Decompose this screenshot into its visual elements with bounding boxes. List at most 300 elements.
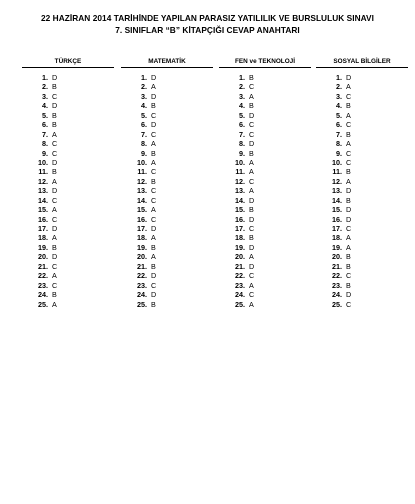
answer-row [316, 243, 408, 252]
question-number: 6. [239, 120, 245, 130]
answer-row [316, 233, 408, 242]
question-number: 21. [137, 261, 147, 271]
question-number: 18. [137, 233, 147, 243]
question-number: 25. [235, 299, 245, 309]
answer-letter: C [52, 214, 58, 224]
question-number: 12. [332, 176, 342, 186]
column-fen-ve-teknoloji [219, 57, 311, 309]
question-number: 1. [239, 73, 245, 82]
answer-row [219, 252, 311, 261]
answer-letter: D [151, 120, 157, 130]
answer-letter: A [249, 167, 254, 177]
answer-letter: D [52, 186, 58, 196]
answer-letter: B [151, 299, 156, 309]
answer-row [121, 167, 213, 176]
answer-list-matematik [121, 73, 213, 309]
answer-letter: B [249, 205, 254, 215]
answer-letter: B [52, 290, 57, 300]
question-number: 1. [141, 73, 147, 82]
answer-letter: D [249, 139, 255, 149]
answer-row [22, 82, 114, 91]
answer-row [316, 196, 408, 205]
question-number: 17. [38, 224, 48, 233]
question-number: 10. [137, 157, 147, 167]
answer-list-fen-ve-teknoloji [219, 73, 311, 309]
answer-row [22, 215, 114, 224]
question-number: 21. [38, 261, 48, 271]
answer-letter: A [151, 139, 156, 149]
answer-letter: C [52, 261, 58, 271]
answer-letter: A [249, 252, 254, 262]
answer-letter: B [151, 261, 156, 271]
answer-row [219, 139, 311, 148]
answer-row [121, 130, 213, 139]
question-number: 10. [38, 157, 48, 167]
answer-row [121, 139, 213, 148]
question-number: 18. [235, 233, 245, 243]
answer-letter: B [346, 167, 351, 177]
answer-row [316, 101, 408, 110]
answer-row [316, 262, 408, 271]
answer-row [219, 92, 311, 101]
question-number: 9. [42, 148, 48, 158]
answer-row [22, 186, 114, 195]
answer-row [22, 281, 114, 290]
answer-letter: D [52, 224, 58, 233]
answer-row [219, 177, 311, 186]
answer-letter: D [52, 73, 58, 82]
question-number: 23. [137, 280, 147, 290]
answer-letter: C [52, 195, 58, 205]
question-number: 8. [336, 139, 342, 149]
question-number: 1. [42, 73, 48, 82]
answer-row [219, 196, 311, 205]
question-number: 25. [332, 299, 342, 309]
question-number: 16. [137, 214, 147, 224]
answer-letter: C [249, 176, 255, 186]
answer-row [219, 167, 311, 176]
answer-row [22, 224, 114, 233]
answer-letter: C [52, 139, 58, 149]
question-number: 4. [42, 101, 48, 111]
answer-row [22, 158, 114, 167]
answer-row [121, 120, 213, 129]
question-number: 5. [336, 110, 342, 120]
answer-row [121, 177, 213, 186]
question-number: 8. [239, 139, 245, 149]
answer-letter: C [249, 271, 255, 281]
answer-letter: D [346, 73, 352, 82]
answer-row [316, 82, 408, 91]
answer-row [316, 130, 408, 139]
question-number: 7. [239, 129, 245, 139]
answer-row [316, 139, 408, 148]
answer-row [22, 130, 114, 139]
answer-letter: D [346, 205, 352, 215]
answer-row [219, 111, 311, 120]
answer-letter: D [249, 110, 255, 120]
answer-letter: B [151, 101, 156, 111]
column-heading-turkce: TÜRKÇE [22, 57, 114, 68]
answer-row [22, 139, 114, 148]
answer-row [121, 186, 213, 195]
question-number: 19. [38, 242, 48, 252]
answer-letter: A [151, 157, 156, 167]
answer-row [22, 167, 114, 176]
question-number: 20. [38, 252, 48, 262]
question-number: 17. [137, 224, 147, 233]
question-number: 4. [141, 101, 147, 111]
answer-letter: A [249, 186, 254, 196]
answer-row [316, 120, 408, 129]
question-number: 20. [235, 252, 245, 262]
question-number: 13. [235, 186, 245, 196]
answer-letter: C [346, 91, 352, 101]
answer-row [316, 281, 408, 290]
answer-row [121, 215, 213, 224]
answer-row [316, 300, 408, 309]
answer-letter: B [346, 261, 351, 271]
answer-letter: B [151, 176, 156, 186]
question-number: 3. [141, 91, 147, 101]
answer-letter: A [52, 299, 57, 309]
answer-row [219, 101, 311, 110]
question-number: 20. [332, 252, 342, 262]
question-number: 22. [235, 271, 245, 281]
question-number: 4. [239, 101, 245, 111]
answer-row [316, 252, 408, 261]
answer-letter: D [151, 91, 157, 101]
answer-letter: A [249, 280, 254, 290]
answer-row [121, 262, 213, 271]
question-number: 6. [336, 120, 342, 130]
answer-letter: A [52, 205, 57, 215]
question-number: 22. [38, 271, 48, 281]
answer-row [219, 82, 311, 91]
answer-letter: D [346, 186, 352, 196]
question-number: 3. [336, 91, 342, 101]
question-number: 1. [336, 73, 342, 82]
answer-row [22, 92, 114, 101]
answer-letter: A [249, 91, 254, 101]
question-number: 3. [239, 91, 245, 101]
question-number: 9. [141, 148, 147, 158]
answer-row [121, 252, 213, 261]
answer-row [121, 205, 213, 214]
answer-letter: B [346, 195, 351, 205]
question-number: 3. [42, 91, 48, 101]
answer-row [219, 186, 311, 195]
question-number: 13. [137, 186, 147, 196]
answer-letter: A [52, 129, 57, 139]
answer-row [22, 233, 114, 242]
answer-row [22, 177, 114, 186]
answer-row [22, 252, 114, 261]
answer-row [121, 224, 213, 233]
answer-row [219, 290, 311, 299]
answer-row [121, 101, 213, 110]
answer-letter: D [151, 73, 157, 82]
answer-row [219, 215, 311, 224]
answer-letter: A [151, 205, 156, 215]
answer-row [121, 149, 213, 158]
answer-row [121, 290, 213, 299]
answer-row [219, 281, 311, 290]
answer-letter: C [249, 290, 255, 300]
answer-letter: A [346, 110, 351, 120]
question-number: 19. [137, 242, 147, 252]
answer-row [22, 73, 114, 82]
question-number: 21. [332, 261, 342, 271]
question-number: 15. [38, 205, 48, 215]
question-number: 5. [42, 110, 48, 120]
question-number: 2. [141, 82, 147, 92]
question-number: 24. [235, 290, 245, 300]
answer-row [219, 158, 311, 167]
question-number: 22. [137, 271, 147, 281]
answer-letter: C [151, 214, 157, 224]
question-number: 12. [137, 176, 147, 186]
answer-row [316, 290, 408, 299]
answer-letter: B [249, 101, 254, 111]
answer-row [121, 233, 213, 242]
question-number: 21. [235, 261, 245, 271]
question-number: 15. [235, 205, 245, 215]
question-number: 9. [336, 148, 342, 158]
column-sosyal-bilgiler [316, 57, 408, 309]
column-matematik [121, 57, 213, 309]
answer-row [316, 177, 408, 186]
question-number: 23. [38, 280, 48, 290]
answer-row [121, 300, 213, 309]
answer-letter: C [151, 195, 157, 205]
question-number: 13. [332, 186, 342, 196]
answer-letter: A [346, 242, 351, 252]
answer-row [316, 158, 408, 167]
answer-row [219, 233, 311, 242]
question-number: 8. [42, 139, 48, 149]
answer-letter: D [249, 242, 255, 252]
answer-row [22, 205, 114, 214]
question-number: 15. [332, 205, 342, 215]
question-number: 19. [235, 242, 245, 252]
answer-letter: B [52, 110, 57, 120]
question-number: 15. [137, 205, 147, 215]
answer-row [219, 271, 311, 280]
answer-row [316, 92, 408, 101]
answer-row [22, 101, 114, 110]
answer-key-title: 22 HAZİRAN 2014 TARİHİNDE YAPILAN PARASIZ YATILILIK VE BURSLULUK SINAVI [40, 13, 375, 23]
question-number: 17. [235, 224, 245, 233]
answer-row [219, 224, 311, 233]
answer-letter: A [52, 271, 57, 281]
answer-row [316, 111, 408, 120]
answer-letter: A [346, 176, 351, 186]
answer-letter: D [151, 290, 157, 300]
question-number: 22. [332, 271, 342, 281]
question-number: 14. [137, 195, 147, 205]
answer-row [22, 111, 114, 120]
column-heading-sosyal-bilgiler: SOSYAL BİLGİLER [316, 57, 408, 68]
question-number: 12. [235, 176, 245, 186]
answer-row [22, 300, 114, 309]
answer-letter: B [151, 242, 156, 252]
answer-letter: A [249, 299, 254, 309]
question-number: 4. [336, 101, 342, 111]
question-number: 14. [332, 195, 342, 205]
answer-letter: B [249, 148, 254, 158]
answer-list-turkce [22, 73, 114, 309]
question-number: 10. [332, 157, 342, 167]
answer-letter: C [346, 299, 352, 309]
answer-letter: D [151, 224, 157, 233]
answer-row [219, 130, 311, 139]
question-number: 17. [332, 224, 342, 233]
answer-letter: B [346, 101, 351, 111]
column-heading-fen-ve-teknoloji: FEN ve TEKNOLOJİ [219, 57, 311, 68]
answer-letter: A [346, 233, 351, 243]
answer-letter: A [52, 233, 57, 243]
question-number: 16. [38, 214, 48, 224]
question-number: 11. [137, 167, 147, 177]
question-number: 2. [239, 82, 245, 92]
answer-row [22, 271, 114, 280]
answer-letter: C [346, 271, 352, 281]
question-number: 7. [336, 129, 342, 139]
question-number: 23. [235, 280, 245, 290]
question-number: 6. [42, 120, 48, 130]
answer-letter: C [346, 224, 352, 233]
answer-row [316, 149, 408, 158]
answer-letter: A [249, 157, 254, 167]
answer-letter: C [52, 91, 58, 101]
answer-row [121, 196, 213, 205]
answer-letter: B [52, 120, 57, 130]
answer-key-subtitle: 7. SINIFLAR “B” KİTAPÇIĞI CEVAP ANAHTARI [115, 25, 300, 35]
answer-row [121, 271, 213, 280]
answer-letter: A [151, 233, 156, 243]
answer-letter: C [151, 110, 157, 120]
question-number: 2. [336, 82, 342, 92]
answer-row [219, 149, 311, 158]
question-number: 5. [141, 110, 147, 120]
answer-letter: B [346, 129, 351, 139]
answer-letter: C [346, 157, 352, 167]
question-number: 6. [141, 120, 147, 130]
answer-letter: C [151, 129, 157, 139]
question-number: 16. [332, 214, 342, 224]
answer-letter: B [249, 73, 254, 82]
answer-letter: D [151, 271, 157, 281]
answer-letter: A [151, 82, 156, 92]
question-number: 24. [332, 290, 342, 300]
question-number: 10. [235, 157, 245, 167]
answer-row [219, 243, 311, 252]
answer-letter: D [249, 261, 255, 271]
question-number: 8. [141, 139, 147, 149]
question-number: 19. [332, 242, 342, 252]
answer-letter: B [52, 82, 57, 92]
answer-letter: B [52, 167, 57, 177]
question-number: 25. [137, 299, 147, 309]
answer-row [22, 120, 114, 129]
answer-letter: C [249, 120, 255, 130]
question-number: 16. [235, 214, 245, 224]
question-number: 12. [38, 176, 48, 186]
answer-row [121, 82, 213, 91]
answer-row [121, 73, 213, 82]
column-heading-matematik: MATEMATİK [121, 57, 213, 68]
question-number: 5. [239, 110, 245, 120]
question-number: 7. [141, 129, 147, 139]
answer-letter: D [249, 214, 255, 224]
answer-row [22, 243, 114, 252]
answer-row [22, 290, 114, 299]
answer-letter: C [346, 120, 352, 130]
answer-row [219, 73, 311, 82]
question-number: 7. [42, 129, 48, 139]
answer-row [121, 243, 213, 252]
question-number: 14. [38, 195, 48, 205]
question-number: 14. [235, 195, 245, 205]
question-number: 9. [239, 148, 245, 158]
answer-letter: C [249, 129, 255, 139]
answer-letter: A [151, 252, 156, 262]
answer-letter: D [249, 195, 255, 205]
answer-row [22, 262, 114, 271]
answer-row [121, 281, 213, 290]
question-number: 11. [235, 167, 245, 177]
answer-list-sosyal-bilgiler [316, 73, 408, 309]
answer-row [219, 300, 311, 309]
answer-row [22, 149, 114, 158]
column-turkce [22, 57, 114, 309]
answer-row [316, 224, 408, 233]
question-number: 18. [332, 233, 342, 243]
answer-letter: C [249, 224, 255, 233]
answer-row [219, 205, 311, 214]
answer-row [316, 271, 408, 280]
answer-letter: D [52, 157, 58, 167]
answer-row [316, 215, 408, 224]
answer-letter: A [52, 176, 57, 186]
question-number: 24. [38, 290, 48, 300]
answer-letter: C [151, 280, 157, 290]
answer-row [219, 262, 311, 271]
answer-letter: D [52, 101, 58, 111]
question-number: 11. [332, 167, 342, 177]
answer-row [316, 73, 408, 82]
answer-letter: B [346, 252, 351, 262]
answer-letter: D [52, 252, 58, 262]
answer-letter: D [346, 290, 352, 300]
answer-letter: C [151, 186, 157, 196]
question-number: 2. [42, 82, 48, 92]
answer-letter: B [52, 242, 57, 252]
answer-letter: C [151, 167, 157, 177]
question-number: 13. [38, 186, 48, 196]
answer-row [316, 186, 408, 195]
answer-letter: B [151, 148, 156, 158]
answer-row [316, 167, 408, 176]
question-number: 24. [137, 290, 147, 300]
answer-letter: C [52, 148, 58, 158]
answer-letter: B [249, 233, 254, 243]
answer-letter: D [346, 214, 352, 224]
answer-row [121, 158, 213, 167]
answer-letter: C [52, 280, 58, 290]
answer-row [22, 196, 114, 205]
